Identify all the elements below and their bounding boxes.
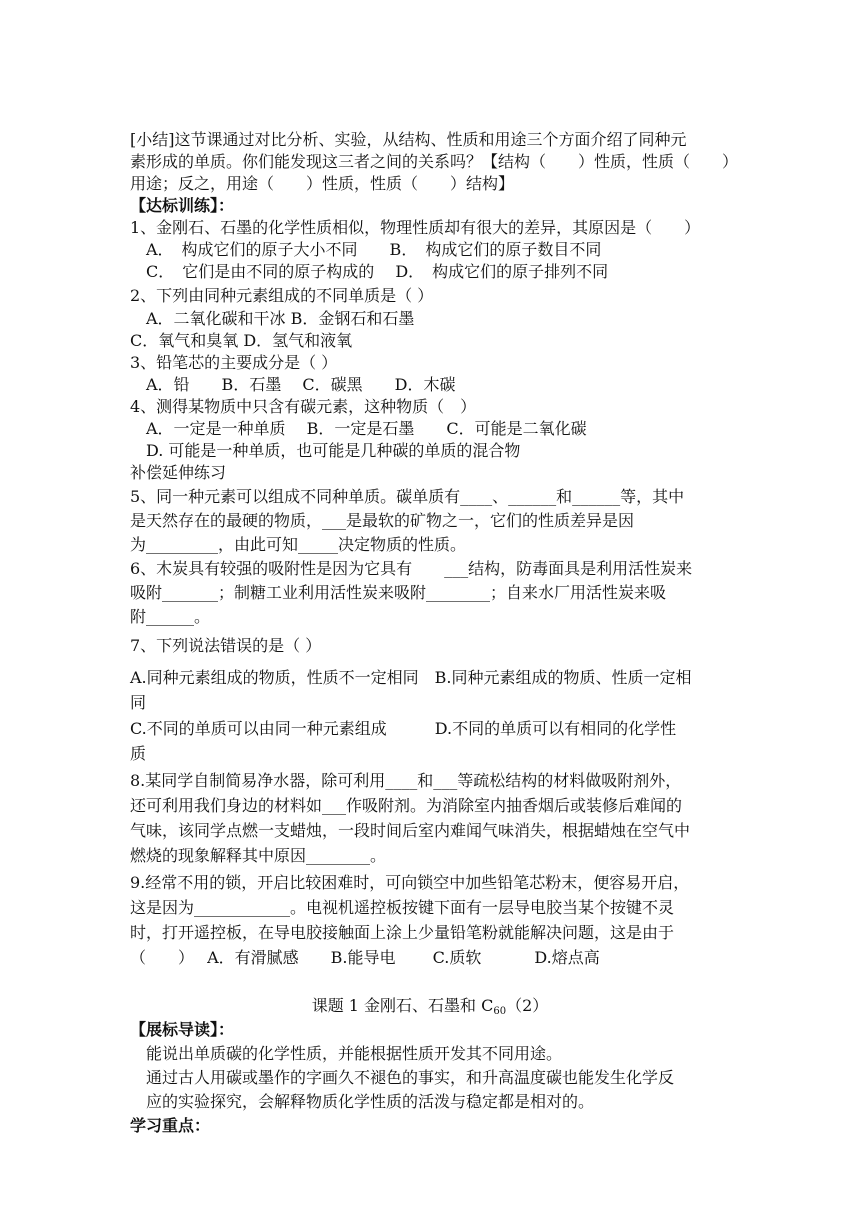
objective-line: 能说出单质碳的化学性质，并能根据性质开发其不同用途。 <box>146 1044 563 1063</box>
option-line: C． 它们是由不同的原子构成的 D． 构成它们的原子排列不同 <box>130 262 609 281</box>
question-line: 是天然存在的最硬的物质，___是最软的矿物之一，它们的性质差异是因 <box>130 511 635 530</box>
question-line: 2、下列由同种元素组成的不同单质是（ ） <box>130 286 434 305</box>
option-line: A．二氧化碳和干冰 B．金钢石和石墨 <box>130 309 415 328</box>
question-line: 4、测得某物质中只含有碳元素，这种物质（ ） <box>130 397 477 416</box>
option-line: 质 <box>130 744 147 763</box>
lesson-objectives-heading: 【展标导读】： <box>130 1020 235 1039</box>
option-line: （ ） A．有滑腻感 B.能导电 C.质软 D.熔点高 <box>130 948 600 967</box>
summary-line: 素形成的单质。你们能发现这三者之间的关系吗？【结构（ ）性质，性质（ ） <box>130 152 739 171</box>
question-line: 7、下列说法错误的是（ ） <box>130 636 322 655</box>
lesson-title-main: 课题 1 金刚石、石墨和 C <box>311 996 494 1015</box>
option-line: A．一定是一种单质 B．一定是石墨 C．可能是二氧化碳 <box>130 419 587 438</box>
question-line: 附______。 <box>130 607 211 626</box>
question-line: 这是因为____________。电视机遥控板按键下面有一层导电胶当某个按键不灵 <box>130 898 675 917</box>
lesson-title-subscript: 60 <box>493 1006 507 1017</box>
question-line: 燃烧的现象解释其中原因________。 <box>130 846 387 865</box>
question-line: 还可利用我们身边的材料如___作吸附剂。为消除室内抽香烟后或装修后难闻的 <box>130 796 683 815</box>
question-line: 为_________，由此可知_____决定物质的性质。 <box>130 535 467 554</box>
question-line: 5、同一种元素可以组成不同种单质。碳单质有____、______和______等，其中 <box>130 487 685 506</box>
question-line: 6、木炭具有较强的吸附性是因为它具有 ___结构，防毒面具是利用活性炭来 <box>130 559 693 578</box>
question-line: 8.某同学自制简易净水器，除可利用____和___等疏松结构的材料做吸附剂外， <box>130 771 682 790</box>
lesson-title <box>0 995 860 1023</box>
option-line: 同 <box>130 693 147 712</box>
objective-line: 应的实验探究，会解释物质化学性质的活泼与稳定都是相对的。 <box>146 1092 595 1111</box>
question-line: 吸附_______；制糖工业利用活性炭来吸附________；自来水厂用活性炭来吸 <box>130 583 667 602</box>
summary-line: [小结]这节课通过对比分析、实验，从结构、性质和用途三个方面介绍了同种元 <box>130 130 687 149</box>
option-line: A． 构成它们的原子大小不同 B． 构成它们的原子数目不同 <box>130 240 602 259</box>
summary-line: 用途；反之，用途（ ）性质，性质（ ）结构】 <box>130 174 515 193</box>
question-line: 9.经常不用的锁，开启比较困难时，可向锁空中加些铅笔芯粉末，便容易开启， <box>130 873 690 892</box>
question-line: 时，打开遥控板，在导电胶接触面上涂上少量铅笔粉就能解决问题，这是由于 <box>130 923 675 942</box>
option-line: D. 可能是一种单质，也可能是几种碳的单质的混合物 <box>130 441 521 460</box>
option-line: A.同种元素组成的物质，性质不一定相同 B.同种元素组成的物质、性质一定相 <box>130 668 692 687</box>
lesson-title-suffix: （2） <box>506 996 549 1015</box>
exercise-heading: 【达标训练】： <box>130 196 235 215</box>
objective-line: 通过古人用碳或墨作的字画久不褪色的事实，和升高温度碳也能发生化学反 <box>146 1068 675 1087</box>
question-line: 气味，该同学点燃一支蜡烛，一段时间后室内难闻气味消失，根据蜡烛在空气中 <box>130 821 691 840</box>
key-points-heading: 学习重点： <box>130 1116 211 1135</box>
extension-heading: 补偿延伸练习 <box>130 463 227 482</box>
option-line: A．铅 B．石墨 C．碳黑 D．木碳 <box>130 375 456 394</box>
question-line: 1、金刚石、石墨的化学性质相似，物理性质却有很大的差异，其原因是（ ） <box>130 218 701 237</box>
option-line: C.不同的单质可以由同一种元素组成 D.不同的单质可以有相同的化学性 <box>130 719 677 738</box>
option-line: C．氧气和臭氧 D．氢气和液氧 <box>130 331 353 350</box>
question-line: 3、铅笔芯的主要成分是（ ） <box>130 353 338 372</box>
